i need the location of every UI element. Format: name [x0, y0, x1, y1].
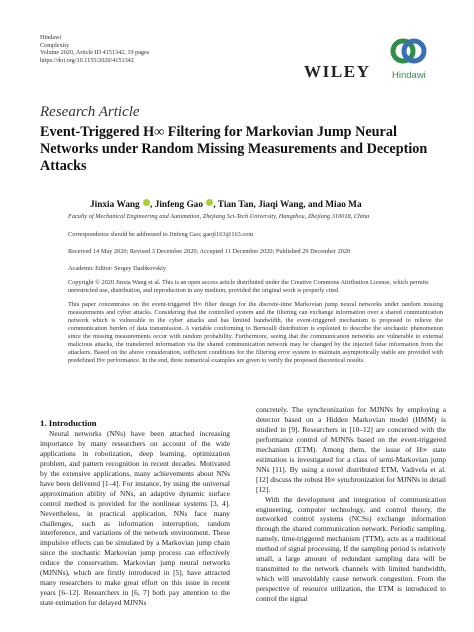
volume-line: Volume 2020, Article ID 4151342, 19 pages [40, 49, 150, 57]
author-name: Tian Tan, Jiaqi Wang, and Miao Ma [217, 200, 362, 210]
author-name: Jinfeng Gao [154, 200, 203, 210]
publication-dates: Received 14 May 2020; Revised 3 December 2020; Accepted 11 December 2020; Published 29 December 2020 [68, 248, 351, 255]
orcid-icon[interactable] [206, 199, 213, 206]
article-type: Research Article [40, 104, 140, 120]
section-heading: 1. Introduction [40, 418, 97, 428]
left-column [40, 419, 230, 608]
journal-title: Complexity [40, 41, 70, 49]
hindawi-wordmark: Hindawi [392, 70, 426, 81]
affiliation: Faculty of Mechanical Engineering and Automation, Zhejiang Sci-Tech University, Hangzhou, Zhejiang 310018, China [68, 213, 370, 220]
doi-link[interactable]: https://doi.org/10.1155/2020/4151342 [40, 56, 134, 64]
journal-name: Hindawi [40, 34, 62, 41]
intro-paragraph: concretely. The synchronization for MJNNs by employing a detector based on a Hidden Markovian model (HMM) is studied in [9]. Researchers in [10–12] are concerned with the performance control of MJNNs based on the event-triggered mechanism (ETM). Among them, the issue of H∞ state estimation is investigated for a class of semi-Markovian jump NNs [11]. By using a novel distributed ETM, Vadivela et al. [12] discuss the robust H∞ synchronization for MJNNs in detail [12]. [256, 405, 446, 494]
orcid-icon[interactable] [143, 199, 150, 206]
journal-info [40, 34, 149, 64]
academic-editor: Academic Editor: Sergey Dashkovskiy [68, 265, 166, 272]
license-statement: Copyright © 2020 Jinxia Wang et al. This is an open access article distributed under the Creative Commons Attribution License, which permits unrestricted use, distribution, and reproduction in any medium, provided the original work is properly cited. [68, 279, 429, 294]
right-column [256, 405, 446, 604]
intro-paragraph: With the development and integration of communication engineering, computer technology, and control theory, the networked control systems (NCSs) exchange information through the shared communication network. Periodic sampling, namely, time-triggered mechanism (TTM), acts as a traditional method of signal processing. If the sampling period is relatively small, a large amount of redundant sampling data will be transmitted to the network channels with limited bandwidth, which will unavoidably cause network congestion. From the perspective of resource utilization, the ETM is introduced to control the signal [256, 494, 446, 604]
wiley-logo: WILEY [304, 62, 371, 81]
correspondence: Correspondence should be addressed to Jinfeng Gao; gaojf163@163.com [68, 231, 254, 238]
author-list: Jinxia Wang , Jinfeng Gao , Tian Tan, Jiaqi Wang, and Miao Ma [90, 200, 362, 210]
author-name: Jinxia Wang [90, 200, 140, 210]
paper-title: Event-Triggered H∞ Filtering for Markovian Jump Neural Networks under Random Missing Measurements and Deception Attacks [40, 124, 428, 174]
abstract: This paper concentrates on the event-triggered H∞ filter design for the discrete-time Markovian jump neural networks under random missing measurements and cyber attacks. Considering that the controlled system and the filtering can exchange information over a shared communication network which is vulnerable to the cyber attacks and has limited bandwidth, the event-triggered mechanism is proposed to relieve the communication burden of data transmission. A variable conforming to Bernoulli distribution is exploited to describe the stochastic phenomenon since the missing measurements occur with random probability. Furthermore, seeing that the communication networks are vulnerable to external malicious attacks, the transferred information via the shared communication network may be changed by the injected false information from the attackers. Based on the above consideration, sufficient conditions for the filtering error system to maintain asymptotically stable are provided with predefined H∞ performance. In the end, three numerical examples are given to verify the proposed theoretical results. [68, 301, 443, 365]
intro-paragraph: Neural networks (NNs) have been attached increasing importance by many researchers on account of the wide applications in robotization, deep learning, optimization problem, and pattern recognition in recent decades. Motivated by the extensive applications, many achievements about NNs have been delivered [1–4]. For instance, by using the universal approximation ability of NNs, an adaptive dynamic surface control method is provided for the nonlinear systems [3, 4]. Nevertheless, in practical application, NNs face many challenges, such as information interruption, random interference, and variations of the network environment. These impulsive effects can be simulated by a Markovian jump chain since the stochastic Markovian jump process can effectively reduce the conservatism. Markovian jump neural networks (MJNNs), which are firstly introduced in [5], have attracted many researchers to make great effort on this issue in recent years [6–12]. Researchers in [6, 7] both pay attention to the state estimation for delayed MJNNs [40, 428, 230, 608]
hindawi-logo-icon [388, 34, 428, 74]
